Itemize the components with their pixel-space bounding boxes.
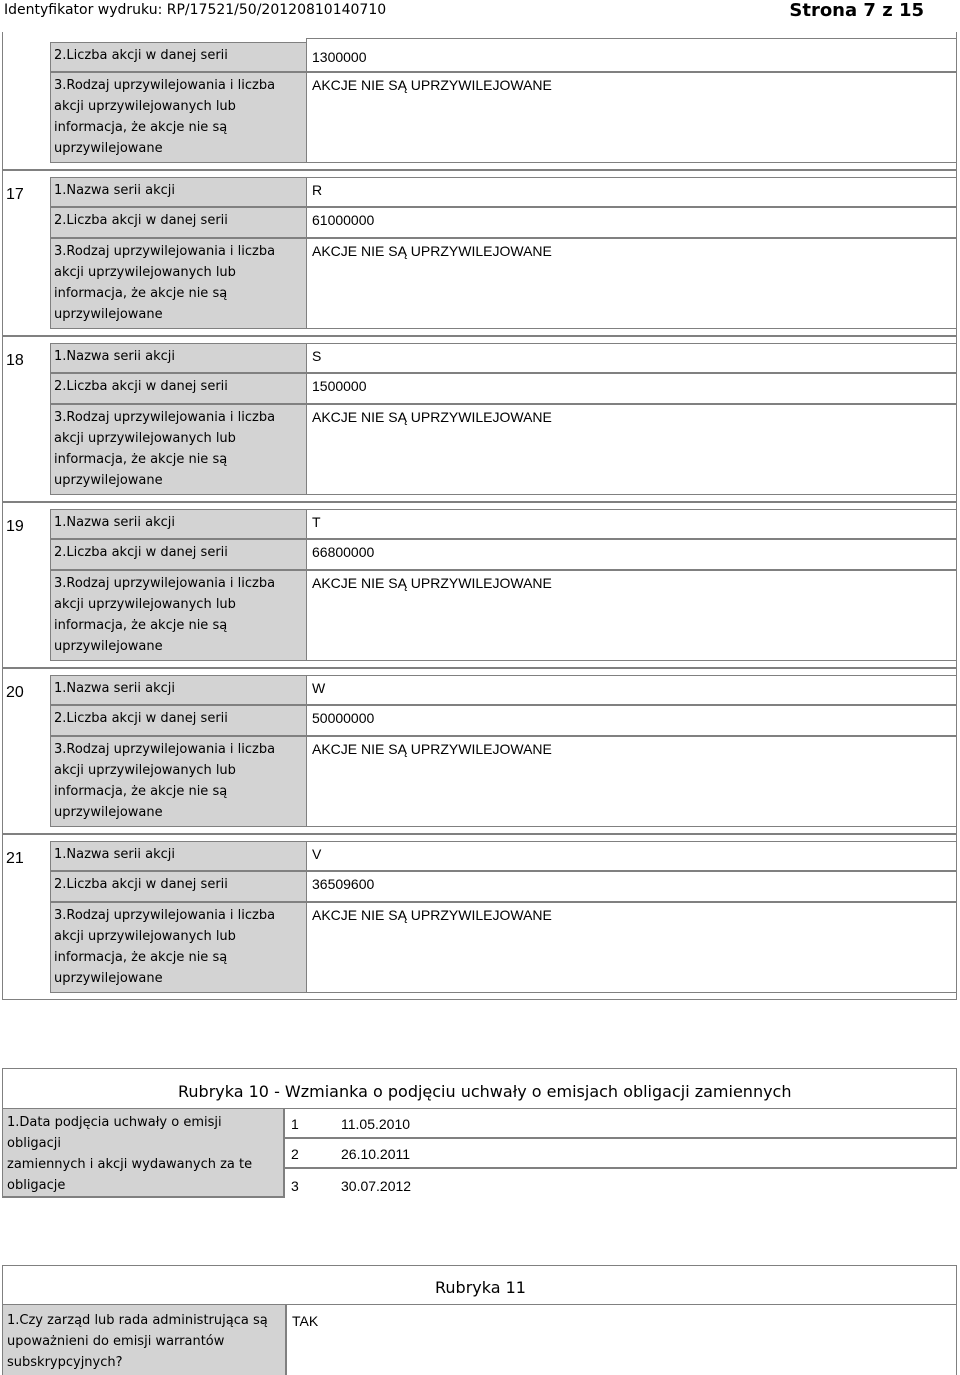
privilege-value: AKCJE NIE SĄ UPRZYWILEJOWANE: [306, 238, 957, 329]
name-value: W: [306, 675, 957, 705]
name-value: S: [306, 343, 957, 373]
series-number: 21: [6, 850, 24, 867]
series-number: 18: [6, 352, 24, 369]
privilege-value: AKCJE NIE SĄ UPRZYWILEJOWANE: [306, 72, 957, 163]
answer-value: TAK: [292, 1313, 319, 1329]
entry-date: 26.10.2011: [341, 1146, 411, 1162]
date-entry: [284, 1108, 957, 1138]
count-value: 50000000: [306, 705, 957, 736]
warrants-answer: [286, 1304, 957, 1375]
privilege-label: 3.Rodzaj uprzywilejowania i liczba akcji uprzywilejowanych lub informacja, że akcje nie są uprzywilejowane: [50, 902, 307, 993]
rubryka-11-title: Rubryka 11: [435, 1278, 526, 1297]
privilege-label: 3.Rodzaj uprzywilejowania i liczba akcji uprzywilejowanych lub informacja, że akcje nie są uprzywilejowane: [50, 404, 307, 495]
name-label: 1.Nazwa serii akcji: [50, 343, 307, 373]
warrants-question-label: 1.Czy zarząd lub rada administrująca są upoważnieni do emisji warrantów subskrypcyjnych?: [2, 1304, 286, 1375]
name-value: V: [306, 841, 957, 871]
rubryka-10-title: Rubryka 10 - Wzmianka o podjęciu uchwały o emisjach obligacji zamiennych: [178, 1082, 792, 1101]
count-label: 2.Liczba akcji w danej serii: [50, 871, 307, 902]
privilege-value: AKCJE NIE SĄ UPRZYWILEJOWANE: [306, 404, 957, 495]
count-label: 2.Liczba akcji w danej serii: [50, 705, 307, 736]
entry-index: 1: [291, 1116, 299, 1132]
name-value: T: [306, 509, 957, 539]
series-number: 19: [6, 518, 24, 535]
name-value: R: [306, 177, 957, 207]
entry-date: 11.05.2010: [341, 1116, 411, 1132]
date-entry: [284, 1138, 957, 1168]
count-label: 2.Liczba akcji w danej serii: [50, 539, 307, 570]
count-value: 36509600: [306, 871, 957, 902]
name-label: 1.Nazwa serii akcji: [50, 841, 307, 871]
count-label: 2.Liczba akcji w danej serii: [50, 373, 307, 404]
date-entry: [284, 1168, 957, 1198]
entry-index: 2: [291, 1146, 299, 1162]
count-value: 61000000: [306, 207, 957, 238]
privilege-label: 3.Rodzaj uprzywilejowania i liczba akcji uprzywilejowanych lub informacja, że akcje nie są uprzywilejowane: [50, 238, 307, 329]
conversion-date-label: 1.Data podjęcia uchwały o emisji obligacji zamiennych i akcji wydawanych za te obligacje: [2, 1108, 284, 1197]
privilege-value: AKCJE NIE SĄ UPRZYWILEJOWANE: [306, 570, 957, 661]
series-number: 20: [6, 684, 24, 701]
count-label: 2.Liczba akcji w danej serii: [50, 207, 307, 238]
privilege-value: AKCJE NIE SĄ UPRZYWILEJOWANE: [306, 902, 957, 993]
privilege-label: 3.Rodzaj uprzywilejowania i liczba akcji uprzywilejowanych lub informacja, że akcje nie są uprzywilejowane: [50, 736, 307, 827]
page-number: Strona 7 z 15: [789, 0, 924, 21]
series-number: 17: [6, 186, 24, 203]
name-label: 1.Nazwa serii akcji: [50, 675, 307, 705]
privilege-value: AKCJE NIE SĄ UPRZYWILEJOWANE: [306, 736, 957, 827]
name-label: 1.Nazwa serii akcji: [50, 509, 307, 539]
entry-index: 3: [291, 1178, 299, 1194]
name-label: 1.Nazwa serii akcji: [50, 177, 307, 207]
privilege-label: 3.Rodzaj uprzywilejowania i liczba akcji uprzywilejowanych lub informacja, że akcje nie są uprzywilejowane: [50, 72, 307, 163]
count-value: 1300000: [306, 38, 957, 72]
privilege-label: 3.Rodzaj uprzywilejowania i liczba akcji uprzywilejowanych lub informacja, że akcje nie są uprzywilejowane: [50, 570, 307, 661]
count-label: 2.Liczba akcji w danej serii: [50, 42, 307, 72]
print-identifier: Identyfikator wydruku: RP/17521/50/20120810140710: [4, 2, 387, 18]
count-value: 66800000: [306, 539, 957, 570]
count-value: 1500000: [306, 373, 957, 404]
entry-date: 30.07.2012: [341, 1178, 412, 1194]
